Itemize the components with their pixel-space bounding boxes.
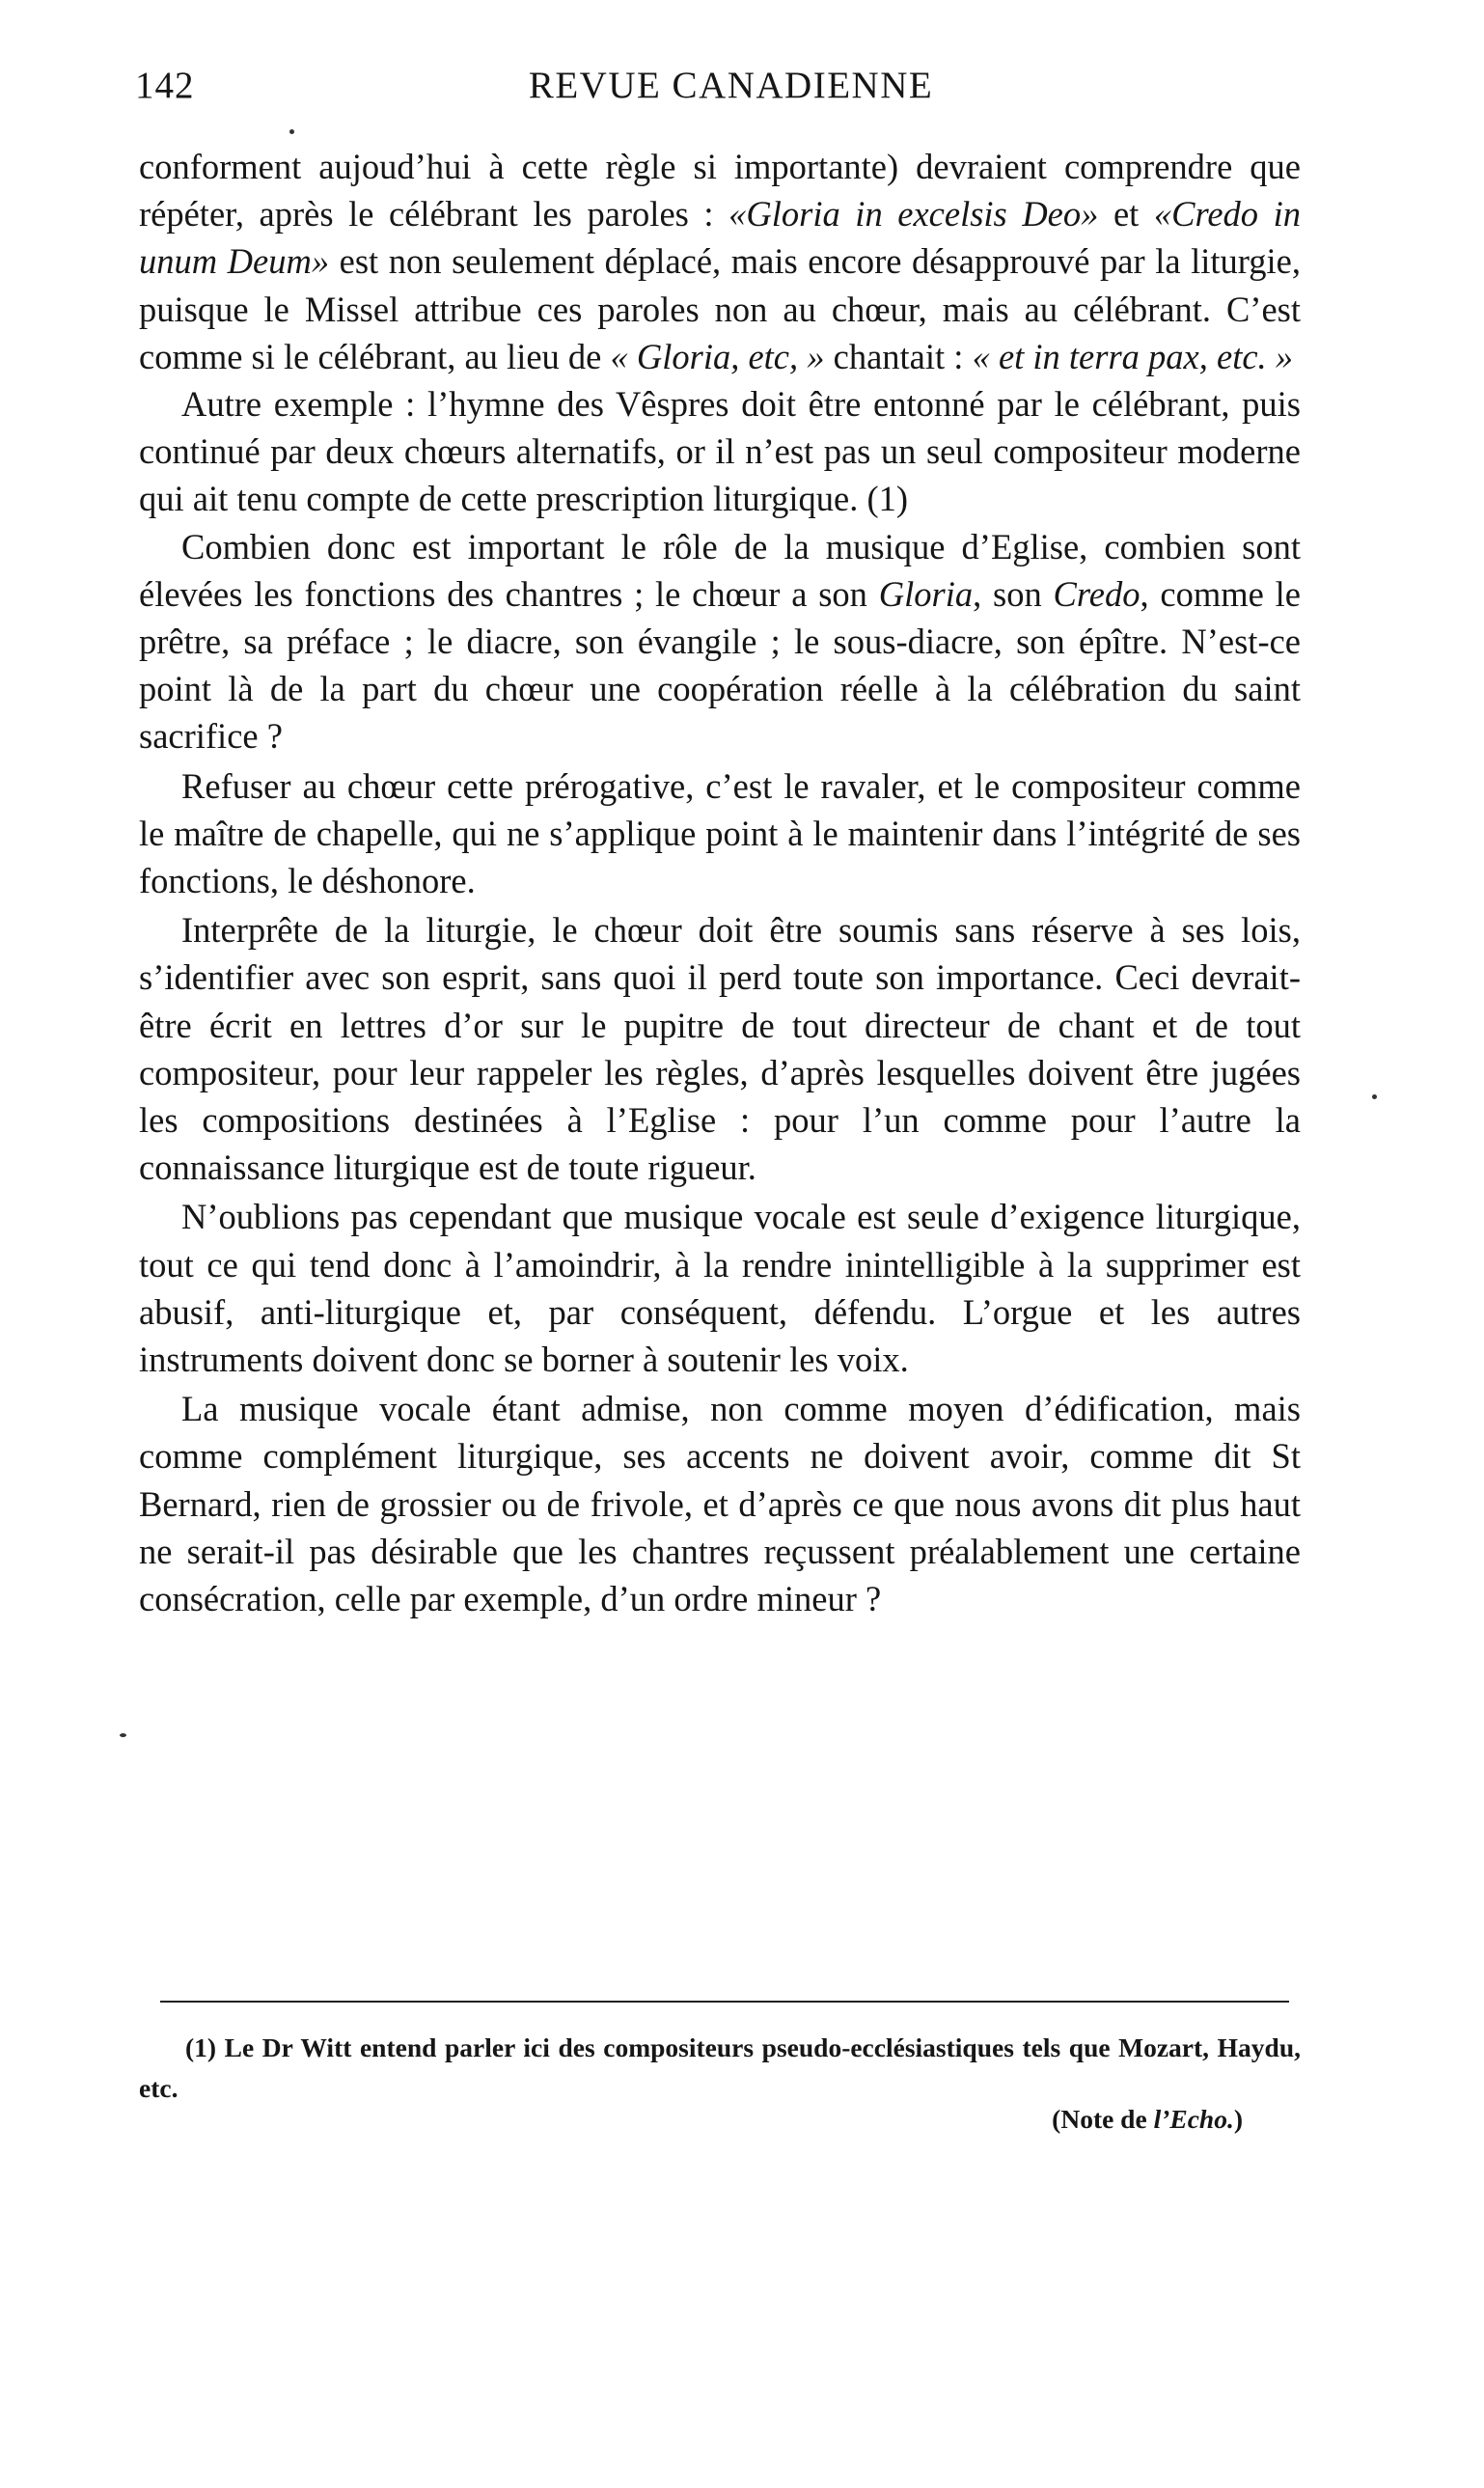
paragraph-7: La musique vocale étant admise, non comme moyen d’édification, mais comme complément liturgique, ses accents ne doivent avoir, comme dit St Bernard, rien de grossier ou de frivole, et d’après ce que nous avons dit plus haut ne serait-il pas désirable que les chantres reçussent préalablement une certaine consécration, celle par exemple, d’un ordre mineur ? [139, 1389, 1301, 1619]
paragraph-1-text-c: est non seulement déplacé, mais encore désapprouvé par la liturgie, puisque le Missel attribue ces paroles non au chœur, mais au célébrant. C’est comme si le célébrant, au lieu de [139, 241, 1302, 376]
paragraph-5: Interprête de la liturgie, le chœur doit être soumis sans réserve à ses lois, s’identifier avec son esprit, sans quoi il perd toute son importance. Ceci devrait-être écrit en lettres d’or sur le pupitre de tout directeur de chant et de tout compositeur, pour leur rappeler les règles, d’après lesquelles doivent être jugées les compositions destinées à l’Eglise : pour l’un comme pour l’autre la connaissance liturgique est de toute rigueur. [139, 910, 1301, 1188]
quote-credo: «Credo in unum Deum» [139, 194, 1301, 282]
paragraph-2: Autre exemple : l’hymne des Vêspres doit être entonné par le célébrant, puis continué par deux chœurs alternatifs, or il n’est pas un seul compositeur moderne qui ait tenu compte de cette prescription liturgique. (1) [139, 384, 1301, 519]
paragraph-3-text-b: , son [973, 573, 1054, 614]
paragraph-3-text-a: Combien donc est important le rôle de la musique d’Eglise, combien sont élevées les fonctions des chantres ; le chœur a son [139, 526, 1301, 614]
footnote-divider [160, 2001, 1289, 2003]
term-gloria: Gloria [878, 573, 974, 614]
paragraph-1-text-b: et [1098, 194, 1154, 235]
quote-et-in-terra-pax: « et in terra pax, etc. » [972, 336, 1294, 376]
footnote [139, 2028, 1301, 2109]
paragraph-1-text-d: chantait : [824, 336, 973, 376]
print-speck [289, 129, 294, 134]
print-speck [1372, 1094, 1377, 1099]
paragraph-3 [139, 523, 1301, 760]
attribution-source: l’Echo. [1153, 2104, 1234, 2134]
running-title: REVUE CANADIENNE [528, 65, 934, 106]
page-header [135, 64, 1307, 118]
term-credo: Credo [1053, 573, 1140, 614]
attribution-suffix: ) [1233, 2104, 1243, 2134]
print-speck [120, 1733, 126, 1737]
quote-gloria: «Gloria in excelsis Deo» [728, 194, 1099, 235]
paragraph-4: Refuser au chœur cette prérogative, c’est le ravaler, et le compositeur comme le maître de chapelle, qui ne s’applique point à le maintenir dans l’intégrité de ses fonctions, le déshonore. [139, 765, 1301, 901]
paragraph-1 [139, 143, 1301, 380]
page-number: 142 [135, 65, 195, 106]
footnote-text: (1) Le Dr Witt entend parler ici des compositeurs pseudo-ecclésiastiques tels que Mozart, Haydu, etc. [139, 2032, 1301, 2103]
paragraph-6: N’oublions pas cependant que musique vocale est seule d’exigence liturgique, tout ce qui tend donc à l’amoindrir, à la rendre inintelligible à la supprimer est abusif, anti-liturgique et, par conséquent, défendu. L’orgue et les autres instruments doivent donc se borner à soutenir les voix. [139, 1197, 1301, 1380]
attribution-prefix: (Note de [1052, 2104, 1154, 2134]
quote-gloria-etc: « Gloria, etc, » [610, 336, 825, 376]
paragraph-3-text-c: , comme le prêtre, sa préface ; le diacre, son évangile ; le sous-diacre, son épître. N’est-ce point là de la part du chœur une coopération réelle à la célébration du saint sacrifice ? [139, 573, 1301, 757]
footnote-attribution [1052, 2104, 1243, 2135]
body-text [139, 143, 1301, 1622]
paragraph-1-text-a: conforment aujoud’hui à cette règle si importante) devraient comprendre que répéter, après le célébrant les paroles : [139, 147, 1301, 235]
